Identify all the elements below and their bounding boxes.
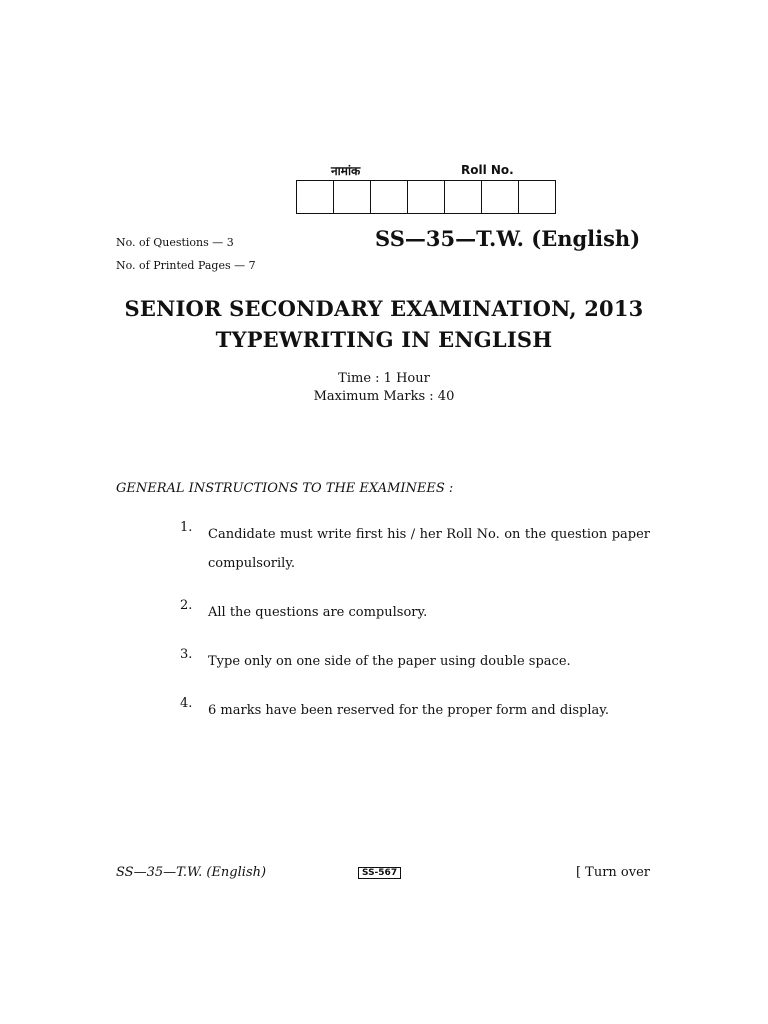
instruction-item — [180, 647, 650, 676]
number-of-printed-pages: No. of Printed Pages — 7 — [116, 259, 256, 272]
footer-serial-badge: SS-567 — [358, 867, 401, 879]
instruction-item — [180, 520, 650, 578]
roll-digit-box[interactable] — [481, 180, 519, 214]
roll-digit-box[interactable] — [296, 180, 334, 214]
paper-code: SS—35—T.W. (English) — [375, 226, 641, 251]
instruction-number: 1. — [180, 520, 193, 535]
instruction-text: 6 marks have been reserved for the proper form and display. — [208, 703, 610, 718]
instruction-text: Candidate must write first his / her Roll No. on the question paper compulsorily. — [208, 527, 650, 571]
roll-digit-box[interactable] — [333, 180, 371, 214]
instructions-heading: GENERAL INSTRUCTIONS TO THE EXAMINEES : — [116, 481, 454, 496]
roll-label-english: Roll No. — [461, 163, 514, 177]
instruction-number: 2. — [180, 598, 193, 613]
exam-time: Time : 1 Hour — [338, 371, 430, 386]
roll-digit-box[interactable] — [370, 180, 408, 214]
exam-title: SENIOR SECONDARY EXAMINATION, 2013 — [124, 296, 644, 321]
roll-digit-box[interactable] — [444, 180, 482, 214]
instruction-number: 3. — [180, 647, 193, 662]
instruction-text: Type only on one side of the paper using double space. — [208, 654, 571, 669]
instruction-item — [180, 696, 650, 725]
maximum-marks: Maximum Marks : 40 — [313, 389, 455, 404]
instruction-text: All the questions are compulsory. — [208, 605, 428, 620]
subject-title: TYPEWRITING IN ENGLISH — [215, 327, 553, 352]
roll-label-hindi: नामांक — [331, 164, 361, 178]
roll-digit-box[interactable] — [518, 180, 556, 214]
instruction-item — [180, 598, 650, 627]
instruction-number: 4. — [180, 696, 193, 711]
number-of-questions: No. of Questions — 3 — [116, 236, 234, 249]
footer-paper-code: SS—35—T.W. (English) — [116, 865, 267, 880]
turn-over-note: [ Turn over — [575, 865, 650, 880]
roll-digit-box[interactable] — [407, 180, 445, 214]
roll-number-boxes — [296, 180, 556, 214]
